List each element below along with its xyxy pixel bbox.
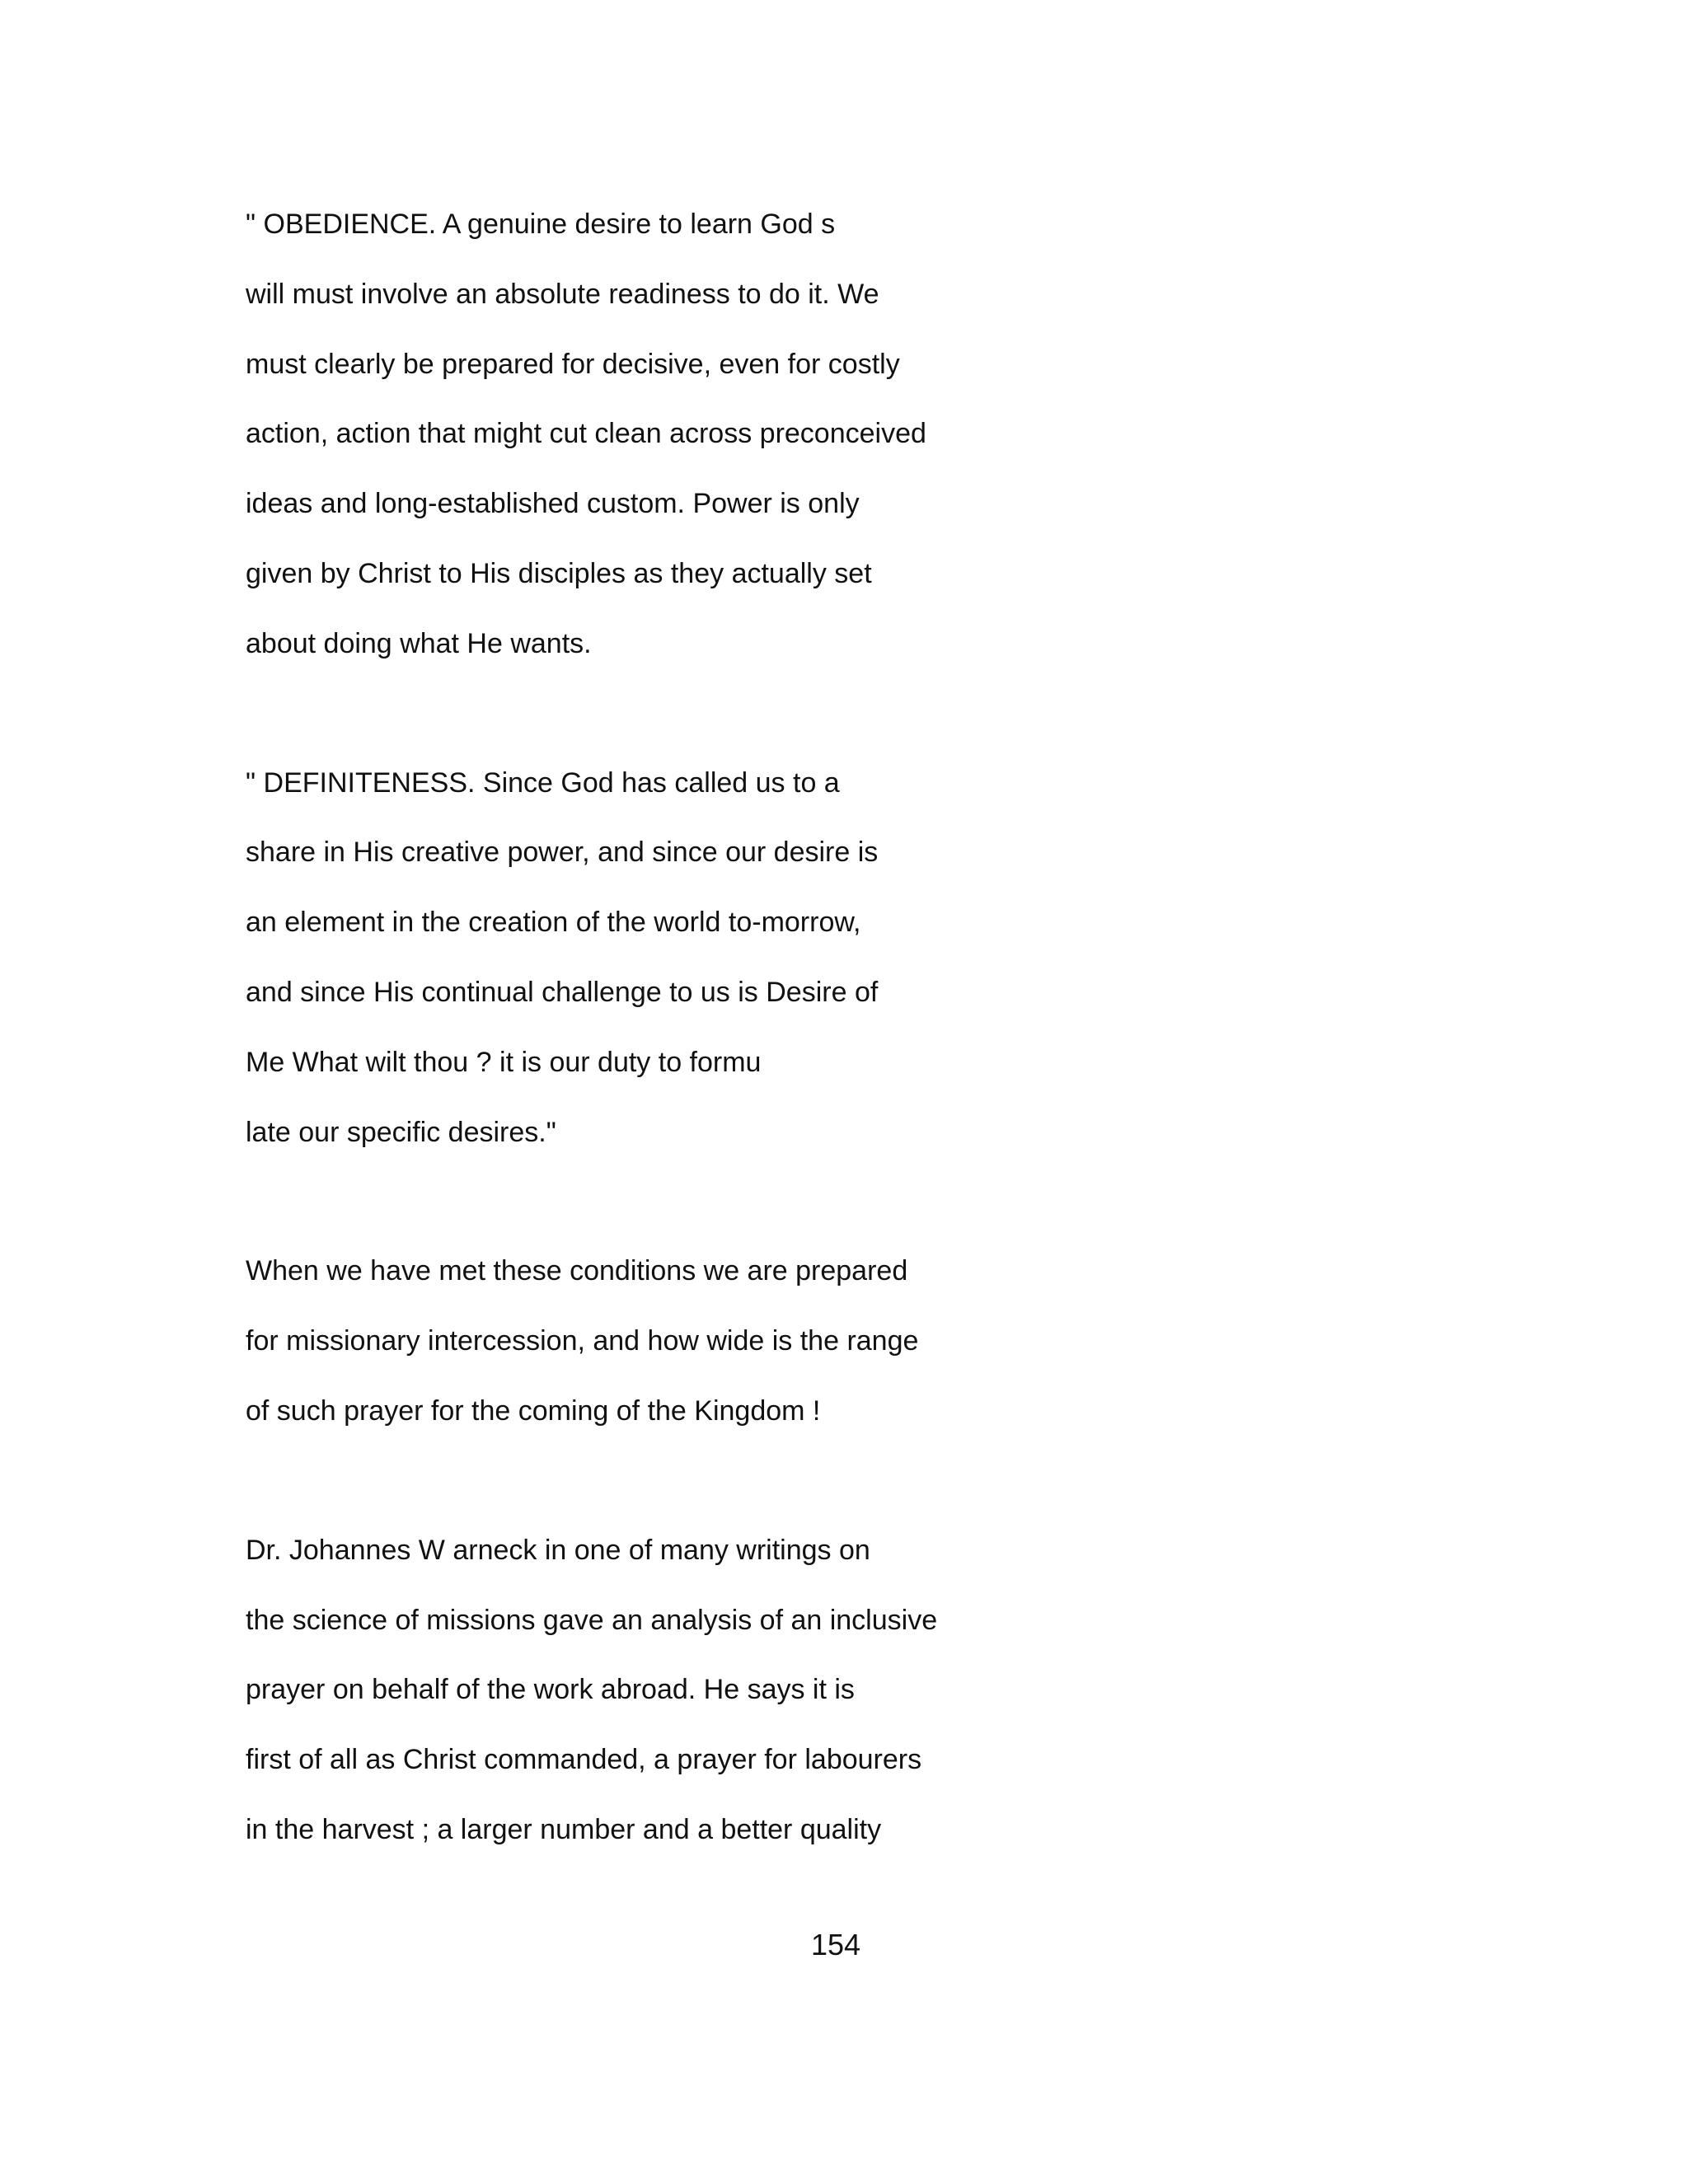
- text-line: in the harvest ; a larger number and a better quality: [246, 1813, 882, 1845]
- text-line: Me What wilt thou ? it is our duty to formu: [246, 1046, 762, 1078]
- text-line: ideas and long-established custom. Power is only: [246, 488, 860, 520]
- text-line: " DEFINITENESS. Since God has called us to a: [246, 766, 840, 799]
- text-line: for missionary intercession, and how wide is the range: [246, 1325, 919, 1357]
- body-text: [246, 190, 1235, 1934]
- text-line: the science of missions gave an analysis of an inclusive: [246, 1604, 938, 1636]
- text-line: share in His creative power, and since our desire is: [246, 837, 879, 869]
- paragraph-definiteness: [246, 748, 1235, 1168]
- text-line: first of all as Christ commanded, a prayer for labourers: [246, 1744, 922, 1776]
- text-line: prayer on behalf of the work abroad. He says it is: [246, 1674, 855, 1706]
- text-line: an element in the creation of the world to-morrow,: [246, 907, 861, 939]
- text-line: When we have met these conditions we are prepared: [246, 1255, 908, 1287]
- paragraph-warneck: [246, 1516, 1235, 1865]
- text-line: " OBEDIENCE. A genuine desire to learn God s: [246, 209, 836, 240]
- paragraph-obedience: [246, 190, 1235, 679]
- text-line: of such prayer for the coming of the Kingdom !: [246, 1394, 821, 1427]
- text-line: action, action that might cut clean across preconceived: [246, 418, 926, 450]
- text-line: must clearly be prepared for decisive, even for costly: [246, 348, 900, 380]
- page-number: 154: [810, 1928, 861, 1961]
- text-line: given by Christ to His disciples as they actually set: [246, 557, 872, 589]
- text-line: will must involve an absolute readiness to do it. We: [246, 278, 879, 310]
- text-line: Dr. Johannes W arneck in one of many writings on: [246, 1534, 870, 1566]
- text-line: about doing what He wants.: [246, 627, 592, 659]
- paragraph-conditions: [246, 1236, 1235, 1446]
- text-line: late our specific desires.": [246, 1116, 556, 1148]
- text-line: and since His continual challenge to us is Desire of: [246, 976, 879, 1008]
